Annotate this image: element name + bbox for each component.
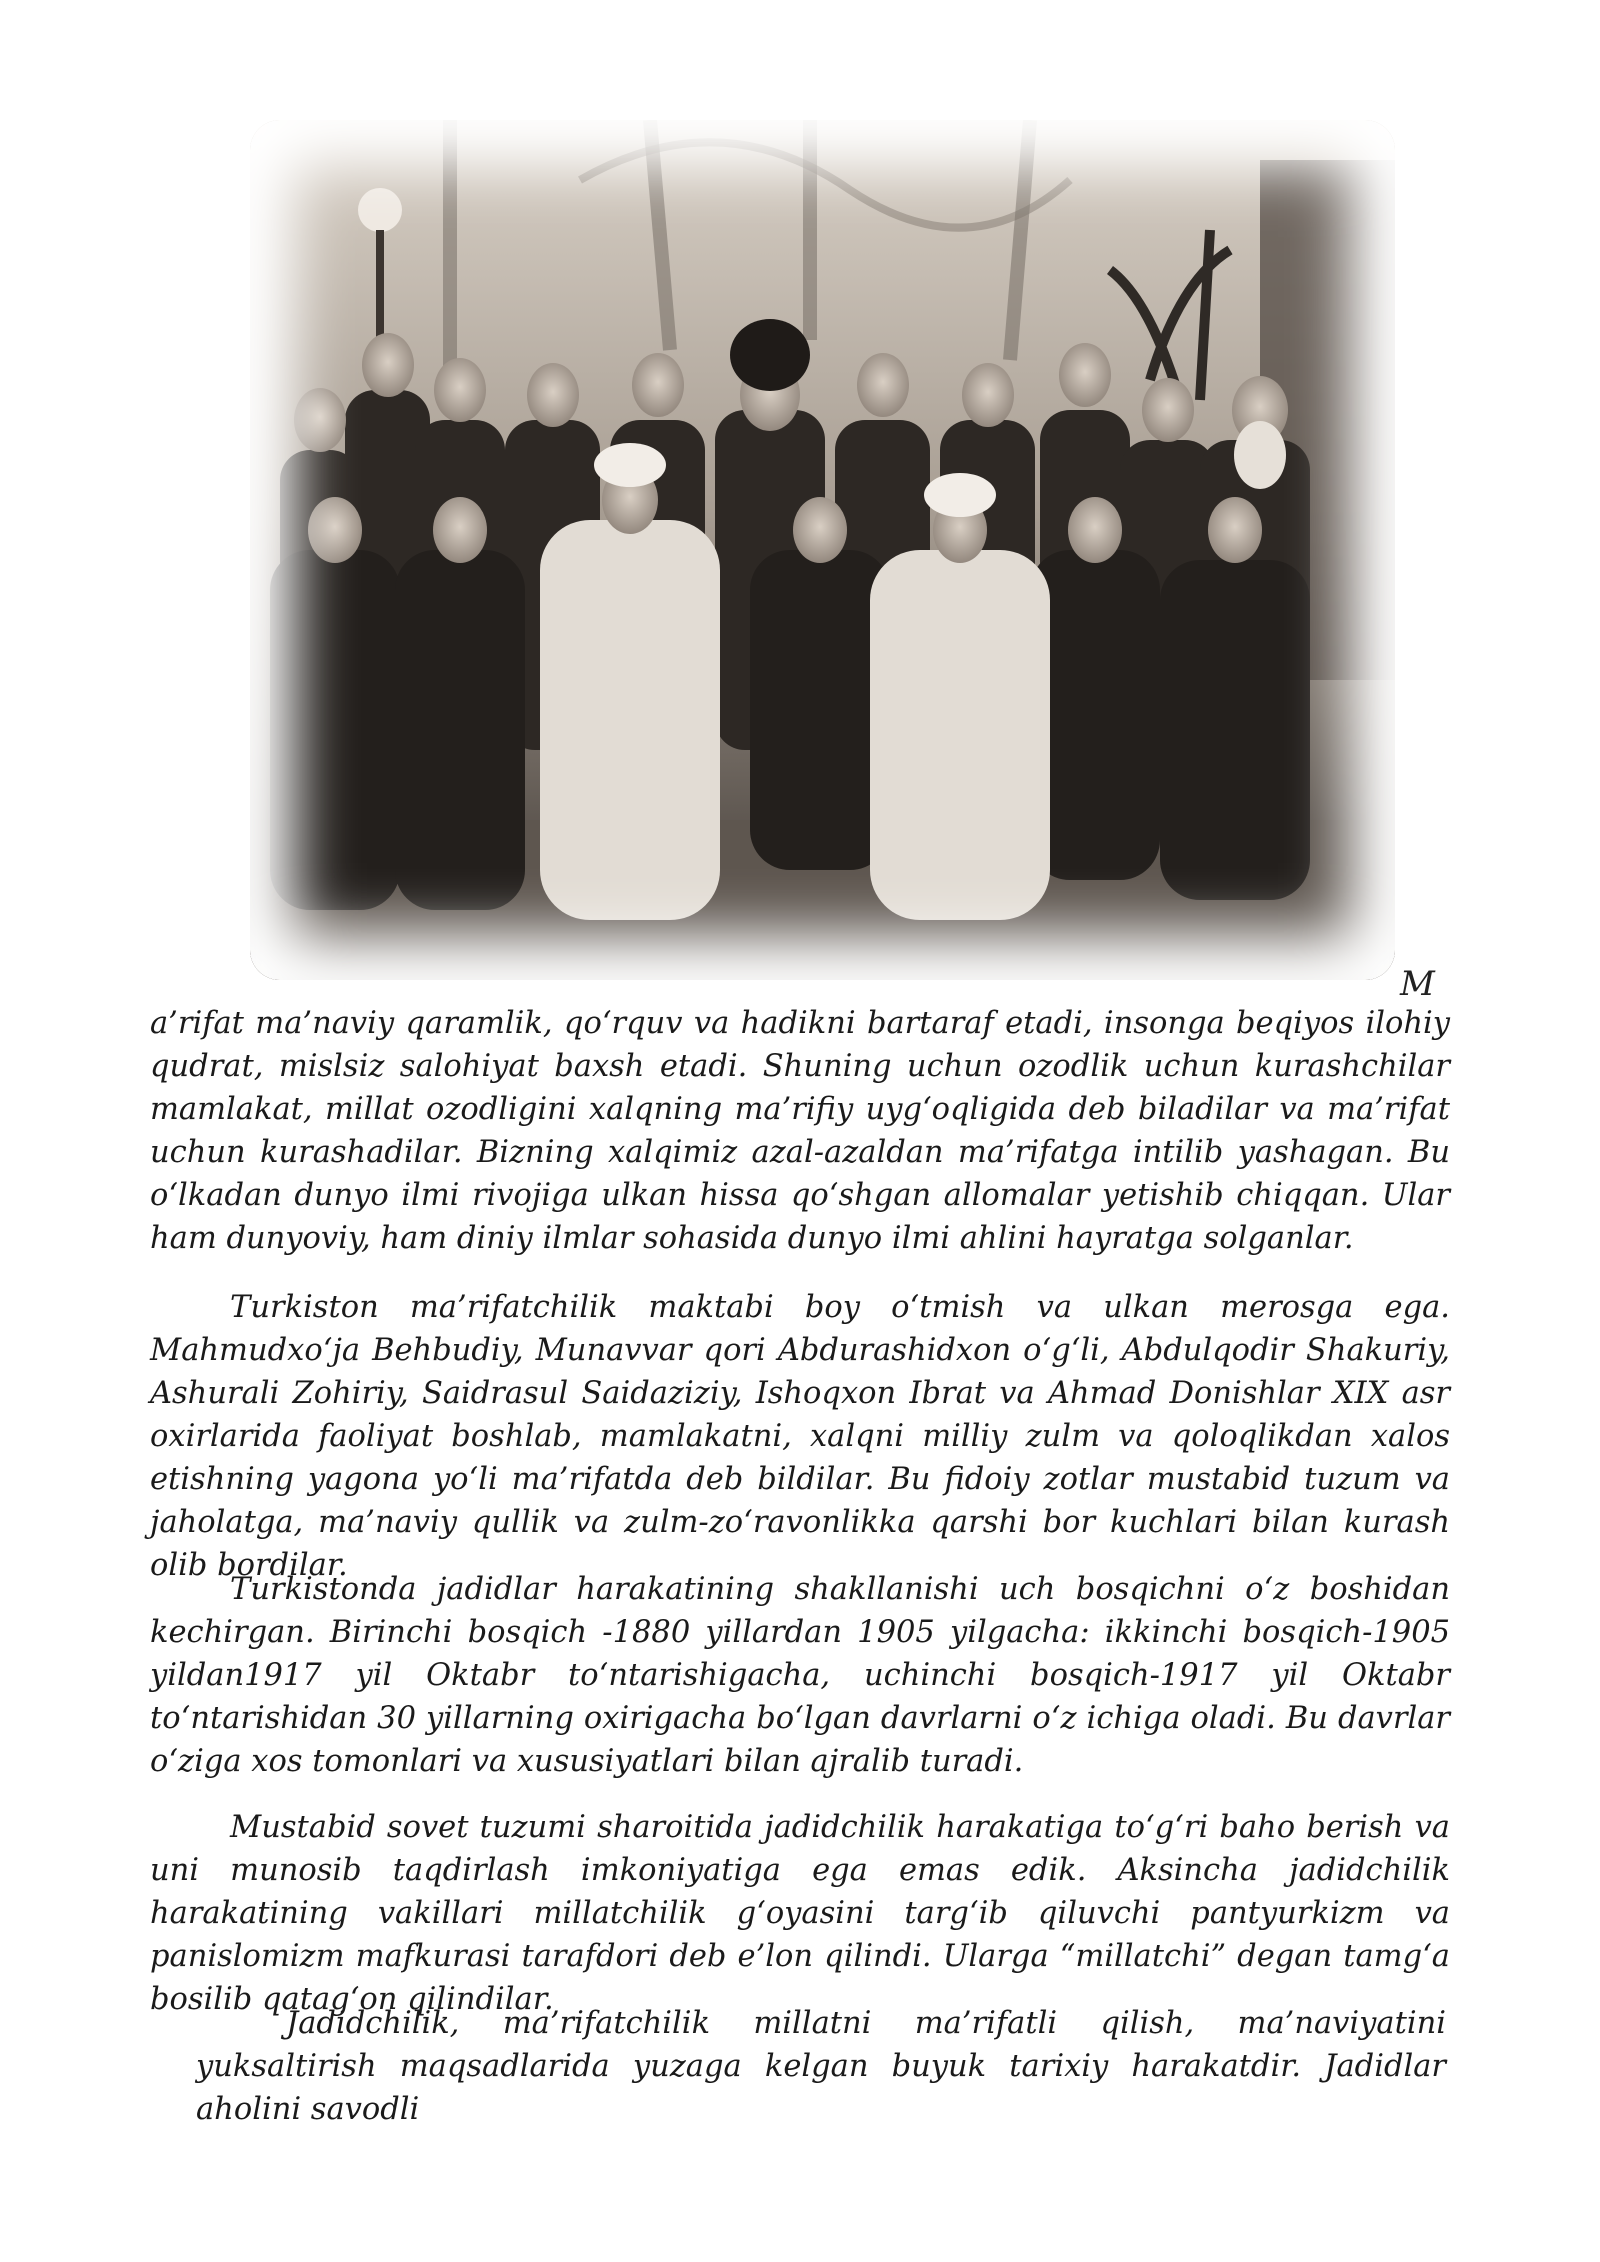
group-photograph: [250, 120, 1395, 980]
paragraph-1: a’rifat ma’naviy qaramlik, qo‘rquv va hadikni bartaraf etadi, insonga beqiyos ilohiy qudrat, mislsiz salohiyat baxsh etadi. Shuning uchun ozodlik uchun kurashchilar mamlakat, millat ozodligini xalqning ma’rifiy uyg‘oqligida deb biladilar va ma’rifat uchun kurashadilar. Bizning xalqimiz azal-azaldan ma’rifatga intilib yashagan. Bu o‘lkadan dunyo ilmi rivojiga ulkan hissa qo‘shgan allomalar yetishib chiqqan. Ular ham dunyoviy, ham diniy ilmlar sohasida dunyo ilmi ahlini hayratga solganlar.: [150, 1006, 1450, 1256]
drop-cap: M: [1400, 964, 1435, 1004]
paragraph-2: Turkiston ma’rifatchilik maktabi boy o‘tmish va ulkan merosga ega. Mahmudxo‘ja Behbudiy, Munavvar qori Abdurashidxon o‘g‘li, Abdulqodir Shakuriy, Ashurali Zohiriy, Saidrasul Saidaziziy, Ishoqxon Ibrat va Ahmad Donishlar XIX asr oxirlarida faoliyat boshlab, mamlakatni, xalqni milliy zulm va qoloqlikdan xalos etishning yagona yo‘li ma’rifatda deb bildilar. Bu fidoiy zotlar mustabid tuzum va jaholatga, ma’naviy qullik va zulm-zo‘ravonlikka qarshi bor kuchlari bilan kurash olib bordilar.: [150, 1290, 1450, 1583]
paragraph-3: Turkistonda jadidlar harakatining shakllanishi uch bosqichni o‘z boshidan kechirgan. Birinchi bosqich -1880 yillardan 1905 yilgacha: ikkinchi bosqich-1905 yildan1917 yil Oktabr to‘ntarishigacha, uchinchi bosqich-1917 yil Oktabr to‘ntarishidan 30 yillarning oxirigacha bo‘lgan davrlarni o‘z ichiga oladi. Bu davrlar o‘ziga xos tomonlari va xususiyatlari bilan ajralib turadi.: [150, 1572, 1450, 1779]
paragraph-5: Jadidchilik, ma’rifatchilik millatni ma’rifatli qilish, ma’naviyatini yuksaltirish maqsadlarida yuzaga kelgan buyuk tarixiy harakatdir. Jadidlar aholini savodli: [196, 2006, 1446, 2127]
photo-illustration: [250, 120, 1395, 980]
paragraph-4: Mustabid sovet tuzumi sharoitida jadidchilik harakatiga to‘g‘ri baho berish va uni munosib taqdirlash imkoniyatiga ega emas edik. Aksincha jadidchilik harakatining vakillari millatchilik g‘oyasini targ‘ib qiluvchi pantyurkizm va panislomizm mafkurasi tarafdori deb e’lon qilindi. Ularga “millatchi” degan tamg‘a bosilib qatag‘on qilindilar.: [150, 1810, 1450, 2017]
